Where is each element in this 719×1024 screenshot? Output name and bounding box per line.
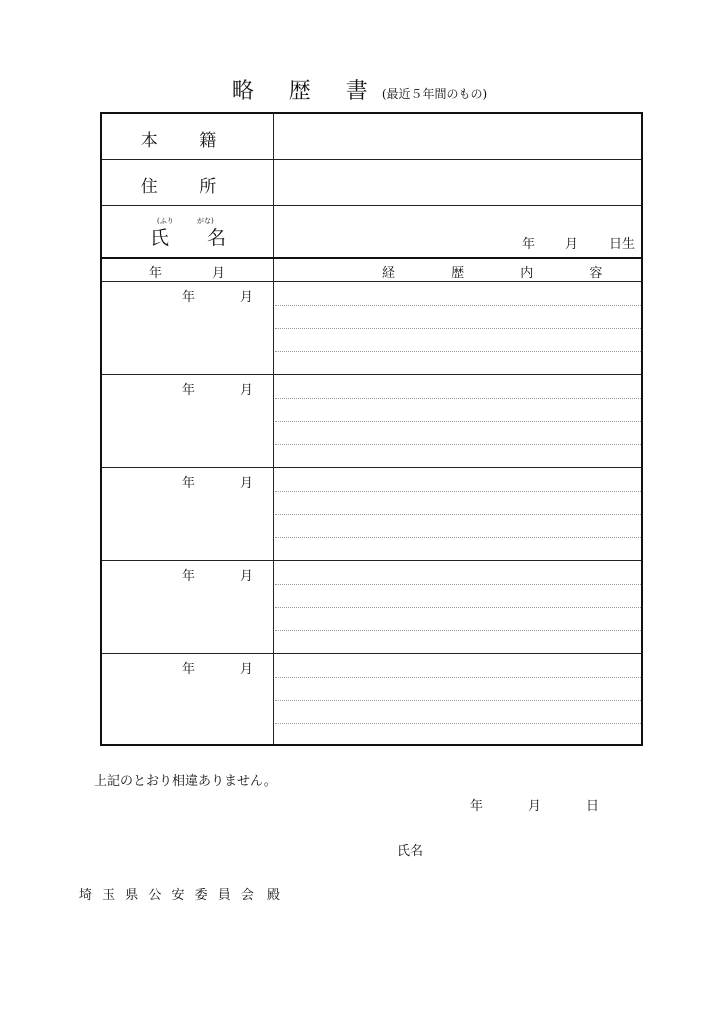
signature-field[interactable] — [478, 840, 638, 858]
entry-divider — [102, 374, 641, 375]
entry-line — [275, 677, 641, 678]
addressee: 埼 玉 県 公 安 委 員 会 — [79, 888, 257, 903]
title-main: 略 歴 書 — [231, 79, 382, 104]
honseki-label: 本 籍 — [140, 131, 235, 151]
entry-line — [275, 491, 641, 492]
date-day: 日 — [586, 799, 600, 814]
entry-year: 年 — [182, 290, 196, 305]
date-year: 年 — [470, 799, 484, 814]
resume-form — [100, 112, 643, 746]
entry-year: 年 — [182, 383, 196, 398]
entry-line — [275, 630, 641, 631]
furigana-left: (ふり — [157, 217, 174, 225]
entry-month: 月 — [240, 290, 254, 305]
header-year: 年 — [149, 266, 163, 281]
entry-line — [275, 514, 641, 515]
entry-year: 年 — [182, 662, 196, 677]
name-field[interactable] — [275, 206, 641, 257]
entry-month: 月 — [240, 383, 254, 398]
birth-day-label: 日生 — [609, 237, 636, 252]
row-divider — [102, 281, 641, 282]
entry-divider — [102, 560, 641, 561]
row-divider — [102, 257, 641, 259]
entry-line — [275, 723, 641, 724]
date-month: 月 — [528, 799, 542, 814]
address-label: 住 所 — [140, 177, 235, 197]
document-title — [0, 74, 719, 105]
header-month: 月 — [212, 266, 226, 281]
birth-month-label: 月 — [565, 237, 579, 252]
entry-line — [275, 444, 641, 445]
furigana-right: がな) — [197, 217, 214, 225]
title-subtitle: (最近５年間のもの) — [381, 87, 488, 101]
entry-divider — [102, 653, 641, 654]
entry-divider — [102, 467, 641, 468]
honseki-field[interactable] — [275, 114, 641, 159]
entry-month: 月 — [240, 662, 254, 677]
entry-month: 月 — [240, 569, 254, 584]
entry-line — [275, 607, 641, 608]
honorific: 殿 — [267, 888, 281, 903]
address-field[interactable] — [275, 160, 641, 205]
entry-line — [275, 398, 641, 399]
header-content: 経 歴 内 容 — [382, 266, 629, 281]
entry-line — [275, 700, 641, 701]
entry-year: 年 — [182, 569, 196, 584]
name-label: 氏 名 — [150, 227, 243, 249]
entry-year: 年 — [182, 476, 196, 491]
signature-label: 氏名 — [397, 844, 424, 859]
entry-line — [275, 351, 641, 352]
entry-line — [275, 421, 641, 422]
entry-month: 月 — [240, 476, 254, 491]
column-divider — [273, 114, 274, 744]
entry-line — [275, 328, 641, 329]
birth-year-label: 年 — [522, 237, 536, 252]
entry-line — [275, 584, 641, 585]
declaration-text: 上記のとおり相違ありません。 — [94, 774, 277, 789]
entry-line — [275, 305, 641, 306]
entry-line — [275, 537, 641, 538]
